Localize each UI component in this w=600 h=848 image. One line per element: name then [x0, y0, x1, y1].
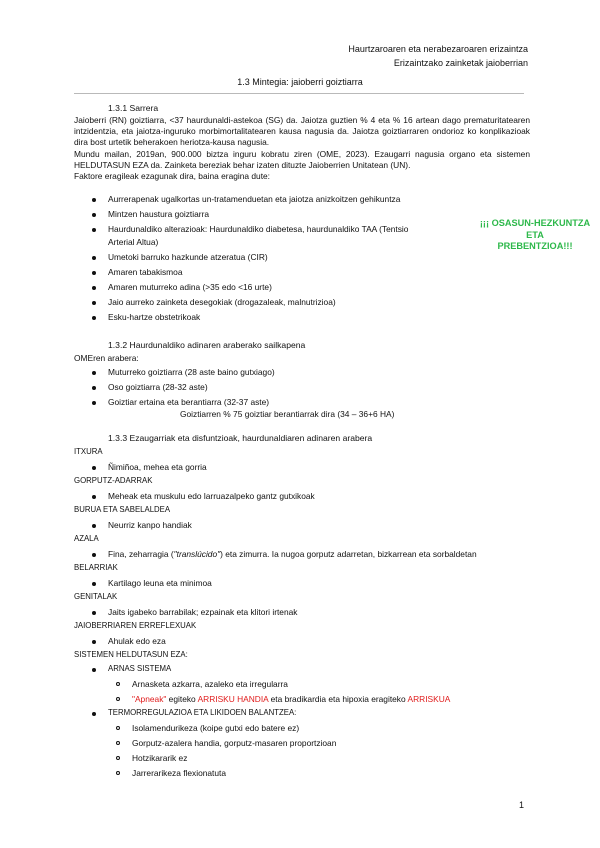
- risk-text: ARRISKUA: [407, 694, 451, 704]
- callout-line-2: ETA: [526, 229, 544, 240]
- who-classification-intro: OMEren arabera:: [74, 353, 139, 363]
- late-preterm-note: Goiztiarren % 75 goiztiar berantiarrak dira (34 – 36+6 HA): [180, 409, 395, 419]
- intro-text-2: Mundu mailan, 2019an, 900.000 biztza inguru kobratu ziren (OME, 2023). Ezaugarri nagusia organo eta sistemen HELDUTASUN EZA da. Zainketa bereziak behar izaten dituzte Jaioberrien Unitatean (UN).: [74, 148, 530, 170]
- intro-paragraph: [74, 115, 530, 182]
- intro-text-3: Faktore eragileak ezagunak dira, baina eragina dute:: [74, 171, 271, 182]
- intro-text-1: Jaioberri (RN) goiztiarra, <37 haurdunaldi-astekoa (SG) da. Jaiotza guztien % 4 eta % 16 artean dago prematuritatearen intzidentzia, eta jaiotza-inguruko morbimortalitatearen kausa nagusia da. Jaiotza goiztiarraren ondorioz ko konplikazioak dira bost urtetik beherakoen heriotza-kausa nagusia.: [74, 115, 530, 148]
- category-label: BELARRIAK: [74, 563, 118, 572]
- page-number: 1: [518, 800, 524, 810]
- section-heading-ezaugarriak: 1.3.3 Ezaugarriak eta disfuntzioak, haurdunaldiaren adinaren arabera: [108, 433, 373, 443]
- section-heading-sailkapena: 1.3.2 Haurdunaldiko adinaren araberako sailkapena: [108, 340, 306, 350]
- high-risk-text: ARRISKU HANDIA: [197, 694, 269, 704]
- apnea-term: "Apneak": [132, 694, 167, 704]
- category-label: BURUA ETA SABELALDEA: [74, 505, 171, 514]
- header-course-title: Haurtzaroaren eta nerabezaroaren erizaintza: [348, 44, 528, 54]
- header-unit-title: Erizaintzako zainketak jaioberrian: [393, 58, 528, 68]
- health-education-callout: [468, 218, 600, 253]
- translucido-term: "translúcido": [173, 549, 221, 559]
- category-label: GENITALAK: [74, 592, 118, 601]
- category-label: JAIOBERRIAREN ERREFLEXUAK: [74, 621, 197, 630]
- category-label: AZALA: [74, 534, 99, 543]
- category-label: SISTEMEN HELDUTASUN EZA:: [74, 650, 188, 659]
- callout-line-3: PREBENTZIOA!!!: [497, 241, 573, 251]
- page-title: 1.3 Mintegia: jaioberri goiztiarra: [237, 77, 363, 87]
- callout-line-1: ¡¡¡ OSASUN-HEZKUNTZA: [479, 218, 591, 228]
- title-divider: [74, 93, 524, 94]
- category-label: GORPUTZ-ADARRAK: [74, 476, 153, 485]
- section-heading-sarrera: 1.3.1 Sarrera: [108, 103, 159, 113]
- category-label: ITXURA: [74, 447, 103, 456]
